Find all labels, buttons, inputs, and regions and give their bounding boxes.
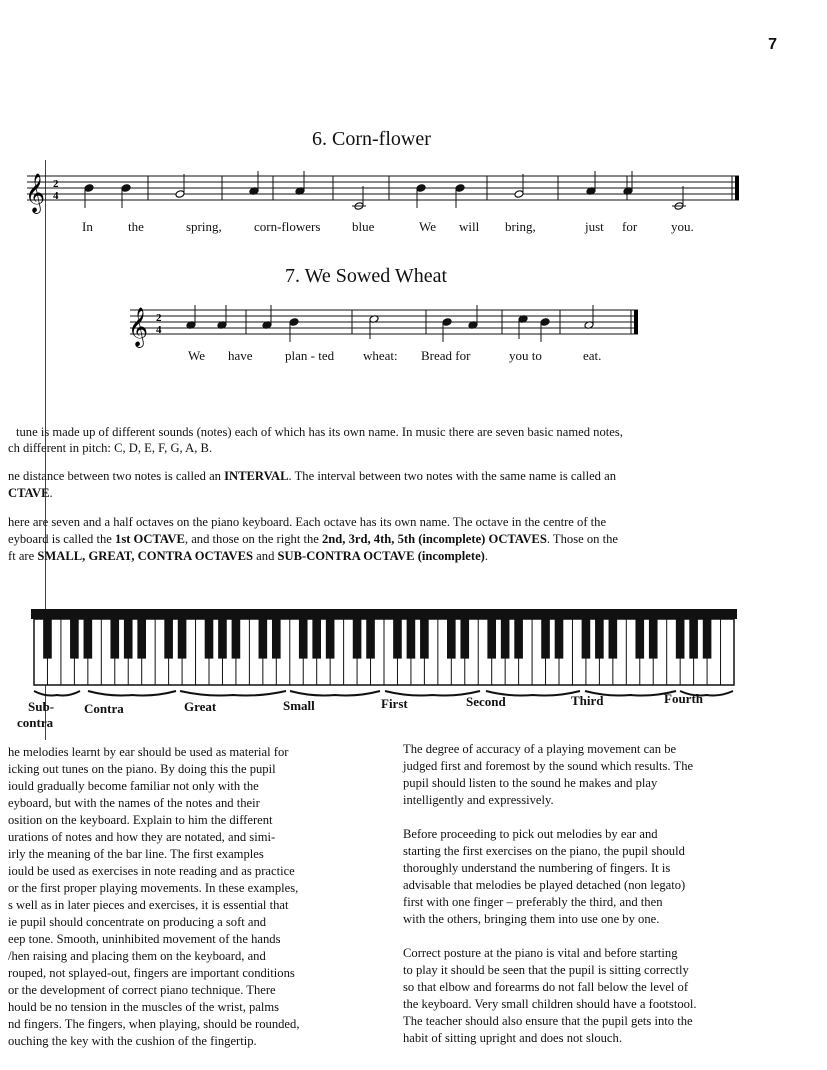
lyric-word: bring, bbox=[505, 219, 536, 234]
black-key bbox=[635, 619, 644, 659]
lyric-word: corn-flowers bbox=[254, 219, 321, 234]
paragraph-spacer bbox=[403, 928, 697, 945]
black-key bbox=[703, 619, 712, 659]
lyric-word: wheat: bbox=[363, 348, 398, 363]
octave-label-fourth: Fourth bbox=[664, 691, 703, 706]
right-column-line: habit of sitting upright and does not slouch. bbox=[403, 1031, 622, 1045]
black-key bbox=[299, 619, 308, 659]
left-column-line: hould be no tension in the muscles of the wrist, palms bbox=[8, 1000, 280, 1014]
black-key bbox=[43, 619, 52, 659]
paragraph-spacer bbox=[403, 809, 697, 826]
lyric-word: spring, bbox=[186, 219, 222, 234]
black-key bbox=[272, 619, 281, 659]
left-column-line: he melodies learnt by ear should be used as material for bbox=[8, 745, 289, 759]
paragraph-interval-line-1 bbox=[8, 468, 616, 485]
paragraph-interval-line-2 bbox=[8, 485, 53, 502]
black-key bbox=[353, 619, 362, 659]
left-column-line: or the development of correct piano technique. There bbox=[8, 983, 276, 997]
black-key bbox=[420, 619, 429, 659]
left-column-line: ouching the key with the cushion of the fingertip. bbox=[8, 1034, 257, 1048]
octave-brace bbox=[34, 691, 80, 696]
right-column-line: to play it should be seen that the pupil is sitting correctly bbox=[403, 963, 689, 977]
note-head bbox=[514, 190, 524, 199]
black-key bbox=[124, 619, 133, 659]
octave-label-third: Third bbox=[571, 693, 604, 708]
left-column-line: iould be used as exercises in note reading and as practice bbox=[8, 864, 295, 878]
keyboard-lid bbox=[31, 609, 737, 619]
right-column-line: Correct posture at the piano is vital and before starting bbox=[403, 946, 678, 960]
time-signature-top: 2 bbox=[156, 312, 162, 324]
lower-octaves-term: SMALL, GREAT, CONTRA OCTAVES bbox=[37, 549, 254, 563]
right-column-line: advisable that melodies be played detached (non legato) bbox=[403, 878, 686, 892]
right-column-line: thoroughly understand the numbering of fingers. It is bbox=[403, 861, 671, 875]
black-key bbox=[460, 619, 469, 659]
note-head bbox=[442, 318, 452, 327]
black-key bbox=[609, 619, 618, 659]
upper-octaves-term: 2nd, 3rd, 4th, 5th (incomplete) OCTAVES bbox=[322, 532, 547, 546]
text-run: and bbox=[253, 549, 278, 563]
black-key bbox=[205, 619, 214, 659]
text-run: eyboard is called the bbox=[8, 532, 116, 546]
octave-brace bbox=[88, 691, 176, 696]
paragraph-octaves-line-1: here are seven and a half octaves on the piano keyboard. Each octave has its own name. The octave in the centre of the bbox=[8, 515, 607, 529]
right-column-line: first with one finger – preferably the third, and then bbox=[403, 895, 663, 909]
left-column-line: ie pupil should concentrate on producing a soft and bbox=[8, 915, 267, 929]
black-key bbox=[407, 619, 416, 659]
treble-clef-icon: 𝄞 bbox=[25, 173, 46, 213]
right-column-line: pupil should listen to the sound he makes and play bbox=[403, 776, 658, 790]
black-key bbox=[326, 619, 335, 659]
left-column-line: s well as in later pieces and exercises, it is essential that bbox=[8, 898, 289, 912]
black-key bbox=[582, 619, 591, 659]
lyric-word: Bread for bbox=[421, 348, 471, 363]
black-key bbox=[218, 619, 227, 659]
black-key bbox=[514, 619, 523, 659]
right-column-line: judged first and foremost by the sound which results. The bbox=[403, 759, 694, 773]
left-column-line: /hen raising and placing them on the keyboard, and bbox=[8, 949, 266, 963]
lyric-word: blue bbox=[352, 219, 375, 234]
left-column-line: eyboard, but with the names of the notes and their bbox=[8, 796, 260, 810]
right-column-line: Before proceeding to pick out melodies by ear and bbox=[403, 827, 658, 841]
text-run: , and those on the right the bbox=[184, 532, 322, 546]
black-key bbox=[366, 619, 375, 659]
black-key bbox=[393, 619, 402, 659]
black-key bbox=[555, 619, 564, 659]
lyric-word: In bbox=[82, 219, 93, 234]
paragraph-interval-text-2: . The interval between two notes with the same name is called an bbox=[288, 469, 616, 483]
sub-contra-term: SUB-CONTRA OCTAVE (incomplete) bbox=[277, 549, 485, 563]
black-key bbox=[110, 619, 119, 659]
black-key bbox=[84, 619, 93, 659]
lyric-word: for bbox=[622, 219, 638, 234]
lyric-word: plan - ted bbox=[285, 348, 335, 363]
interval-term: INTERVAL bbox=[224, 469, 289, 483]
treble-clef-icon: 𝄞 bbox=[128, 307, 149, 347]
octave-label-sub-contra: Sub- bbox=[28, 699, 55, 714]
left-column-line: urations of notes and how they are notated, and simi- bbox=[8, 830, 276, 844]
time-signature-bottom: 4 bbox=[156, 324, 162, 336]
octave-label-contra: Contra bbox=[84, 701, 124, 716]
final-bar-thick bbox=[735, 176, 739, 200]
left-column-line: osition on the keyboard. Explain to him the different bbox=[8, 813, 273, 827]
octave-brace bbox=[290, 691, 380, 696]
first-octave-term: 1st OCTAVE bbox=[115, 532, 185, 546]
left-column-text bbox=[8, 744, 299, 1050]
octave-term: CTAVE bbox=[8, 486, 50, 500]
black-key bbox=[595, 619, 604, 659]
lyric-word: the bbox=[128, 219, 144, 234]
final-bar-thick bbox=[634, 310, 638, 334]
right-column-line: so that elbow and forearms do not fall below the level of bbox=[403, 980, 689, 994]
note-head bbox=[84, 184, 94, 193]
paragraph-octaves-line-3 bbox=[8, 548, 488, 565]
right-column-line: intelligently and expressively. bbox=[403, 793, 554, 807]
left-column-line: or the first proper playing movements. In these examples, bbox=[8, 881, 299, 895]
time-signature-top: 2 bbox=[53, 178, 59, 190]
song-title-we-sowed-wheat: 7. We Sowed Wheat bbox=[285, 265, 448, 287]
lyric-word: We bbox=[419, 219, 436, 234]
left-column-line: eep tone. Smooth, uninhibited movement of the hands bbox=[8, 932, 281, 946]
text-run: . bbox=[484, 549, 489, 563]
piano-keyboard-diagram bbox=[28, 605, 788, 705]
right-column-text bbox=[403, 741, 697, 1047]
staff-we-sowed-wheat bbox=[130, 302, 640, 352]
black-key bbox=[541, 619, 550, 659]
lyric-word: have bbox=[228, 348, 253, 363]
note-head bbox=[289, 318, 299, 327]
black-key bbox=[312, 619, 321, 659]
octave-brace bbox=[180, 691, 286, 696]
black-key bbox=[178, 619, 187, 659]
note-head bbox=[175, 190, 185, 199]
black-key bbox=[164, 619, 173, 659]
black-key bbox=[487, 619, 496, 659]
black-key bbox=[70, 619, 79, 659]
black-key bbox=[259, 619, 268, 659]
time-signature-bottom: 4 bbox=[53, 190, 59, 202]
lyric-word: you to bbox=[509, 348, 542, 363]
left-column-line: iould gradually become familiar not only with the bbox=[8, 779, 259, 793]
lyric-word: will bbox=[459, 219, 480, 234]
note-head bbox=[455, 184, 465, 193]
paragraph-notes-line-1: tune is made up of different sounds (notes) each of which has its own name. In music there are seven basic named notes, bbox=[16, 425, 623, 439]
octave-label-sub-contra-2: contra bbox=[17, 715, 54, 730]
right-column-line: The teacher should also ensure that the pupil gets into the bbox=[403, 1014, 693, 1028]
octave-label-great: Great bbox=[184, 699, 217, 714]
left-column-line: nd fingers. The fingers, when playing, should be rounded, bbox=[8, 1017, 300, 1031]
black-key bbox=[689, 619, 698, 659]
staff-cornflower bbox=[27, 168, 747, 218]
note-head bbox=[416, 184, 426, 193]
left-column-line: icking out tunes on the piano. By doing this the pupil bbox=[8, 762, 276, 776]
octave-label-second: Second bbox=[466, 694, 506, 709]
black-key bbox=[676, 619, 685, 659]
lyric-word: you. bbox=[671, 219, 694, 234]
right-column-line: the keyboard. Very small children should have a footstool. bbox=[403, 997, 697, 1011]
note-head bbox=[121, 184, 131, 193]
black-key bbox=[447, 619, 456, 659]
note-head bbox=[540, 318, 550, 327]
paragraph-interval-text: ne distance between two notes is called an bbox=[8, 469, 225, 483]
right-column-line: with the others, bringing them into use one by one. bbox=[403, 912, 660, 926]
period: . bbox=[49, 486, 53, 500]
black-key bbox=[649, 619, 658, 659]
lyric-word: eat. bbox=[583, 348, 602, 363]
left-column-line: rouped, not splayed-out, fingers are important conditions bbox=[8, 966, 295, 980]
black-key bbox=[137, 619, 146, 659]
song-title-cornflower: 6. Corn-flower bbox=[312, 128, 431, 150]
right-column-line: The degree of accuracy of a playing movement can be bbox=[403, 742, 677, 756]
right-column-line: starting the first exercises on the piano, the pupil should bbox=[403, 844, 685, 858]
black-key bbox=[501, 619, 510, 659]
paragraph-notes-line-2: ch different in pitch: C, D, E, F, G, A, B. bbox=[8, 441, 213, 455]
left-column-line: irly the meaning of the bar line. The first examples bbox=[8, 847, 264, 861]
octave-label-first: First bbox=[381, 696, 408, 711]
lyric-word: just bbox=[585, 219, 604, 234]
lyric-word: We bbox=[188, 348, 205, 363]
text-run: ft are bbox=[8, 549, 38, 563]
paragraph-octaves-line-2 bbox=[8, 531, 618, 548]
black-key bbox=[232, 619, 241, 659]
octave-label-small: Small bbox=[283, 698, 315, 713]
page-number: 7 bbox=[768, 36, 777, 53]
text-run: . Those on the bbox=[546, 532, 618, 546]
